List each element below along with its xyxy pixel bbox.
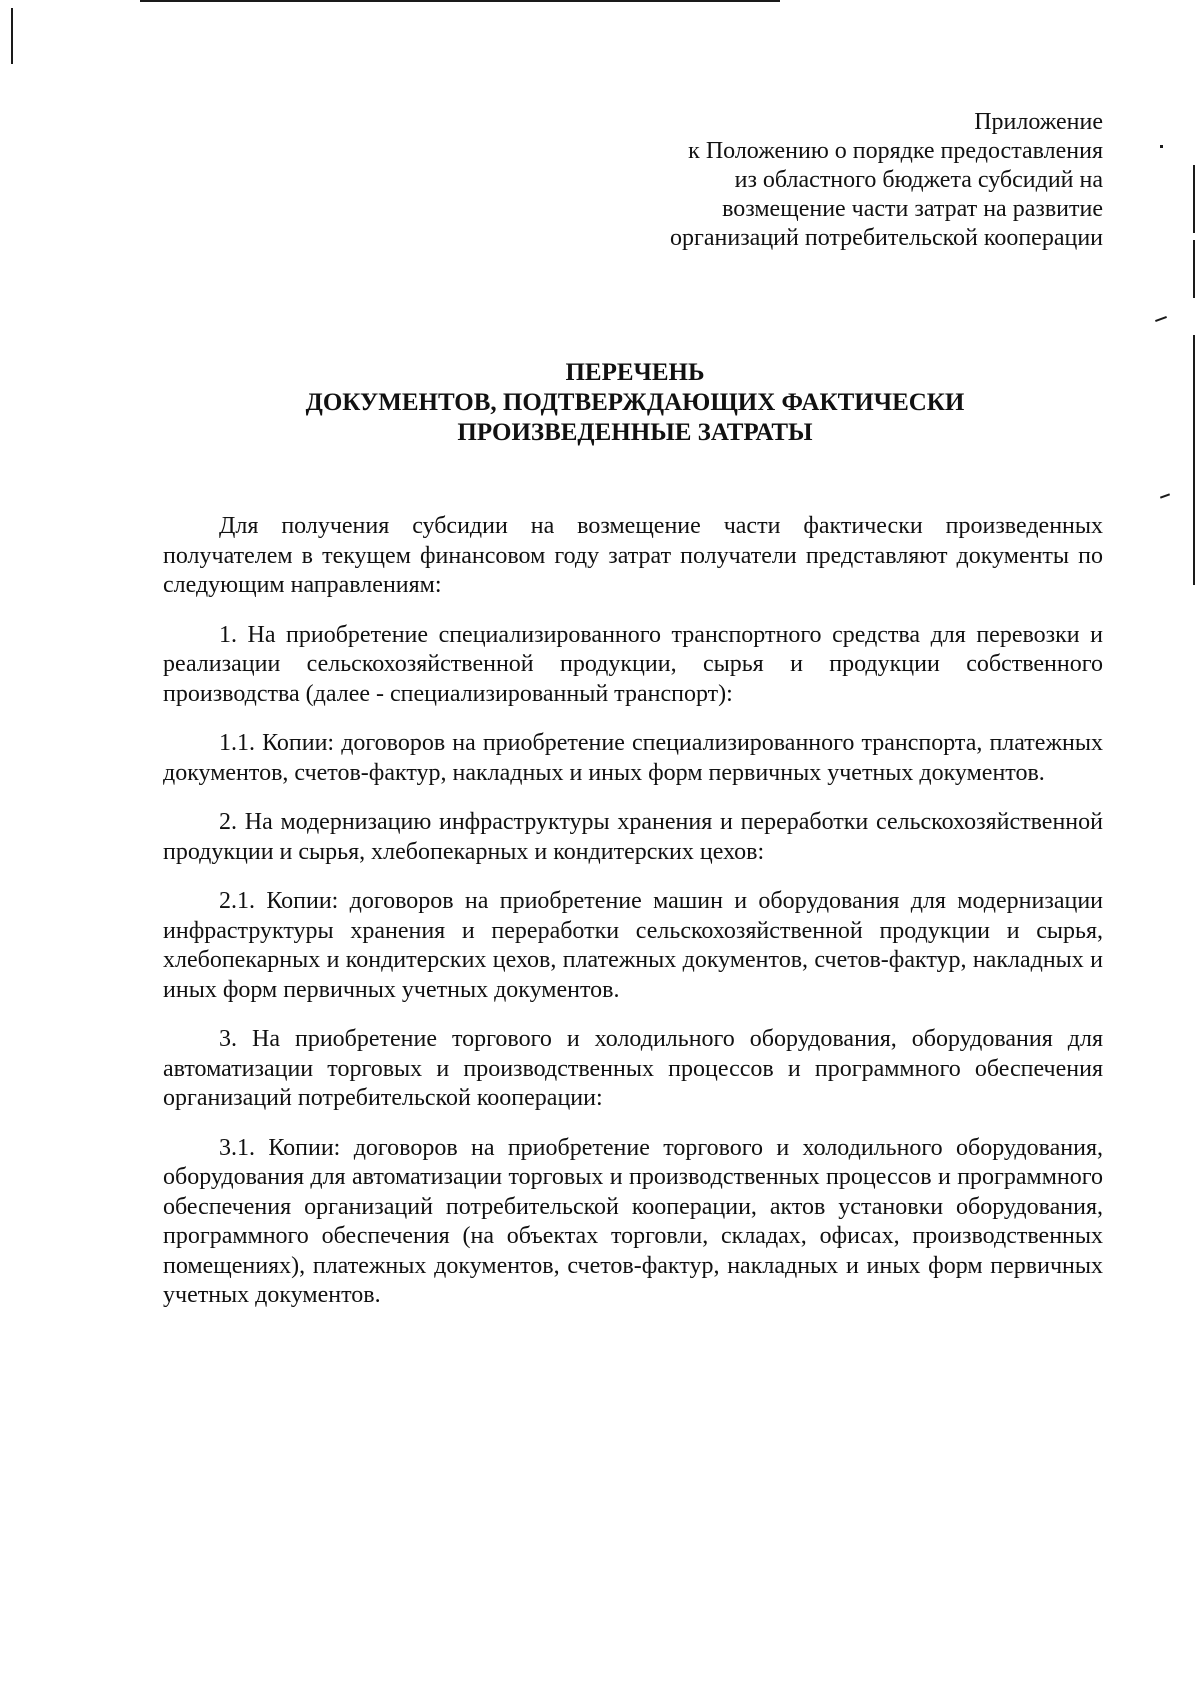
appendix-line: из областного бюджета субсидий на bbox=[734, 167, 1103, 193]
appendix-line: возмещение части затрат на развитие bbox=[722, 196, 1103, 222]
scan-dash-2 bbox=[1160, 493, 1170, 498]
item-2-paragraph: 2. На модернизацию инфраструктуры хранения и переработки сельскохозяйственной продукции и сырья, хлебопекарных и кондитерских цехов: bbox=[163, 809, 1103, 865]
item-3-paragraph: 3. На приобретение торгового и холодильного оборудования, оборудования для автоматизации торговых и производственных процессов и программного обеспечения организаций потребительской кооперации: bbox=[163, 1026, 1103, 1111]
item-1-1-paragraph: 1.1. Копии: договоров на приобретение специализированного транспорта, платежных документов, счетов-фактур, накладных и иных форм первичных учетных документов. bbox=[163, 730, 1103, 786]
appendix-line: организаций потребительской кооперации bbox=[670, 225, 1103, 251]
scan-edge-line-right-1 bbox=[1193, 165, 1195, 233]
scan-edge-line-right-2 bbox=[1193, 240, 1195, 298]
scan-edge-line-top bbox=[140, 0, 780, 2]
document-title bbox=[160, 358, 1110, 448]
item-2-1-paragraph: 2.1. Копии: договоров на приобретение машин и оборудования для модернизации инфраструктуры хранения и переработки сельскохозяйственной продукции и сырья, хлебопекарных и кондитерских цехов, платежных документов, счетов-фактур, накладных и иных форм первичных учетных документов. bbox=[163, 888, 1103, 1003]
scan-dot-1 bbox=[1160, 145, 1163, 148]
title-line: ДОКУМЕНТОВ, ПОДТВЕРЖДАЮЩИХ ФАКТИЧЕСКИ bbox=[305, 389, 965, 416]
appendix-header bbox=[543, 108, 1103, 253]
item-3-1-paragraph: 3.1. Копии: договоров на приобретение торгового и холодильного оборудования, оборудования для автоматизации торговых и производственных процессов и программного обеспечения организаций потребительской кооперации, актов установки оборудования, программного обеспечения (на объектах торговли, складах, офисах, производственных помещениях), платежных документов, счетов-фактур, накладных и иных форм первичных учетных документов. bbox=[163, 1134, 1103, 1308]
intro-paragraph: Для получения субсидии на возмещение части фактически произведенных получателем в текущем финансовом году затрат получатели представляют документы по следующим направлениям: bbox=[163, 513, 1103, 598]
appendix-line: Приложение bbox=[974, 109, 1103, 135]
appendix-line: к Положению о порядке предоставления bbox=[688, 138, 1103, 164]
item-1-paragraph: 1. На приобретение специализированного транспортного средства для перевозки и реализации сельскохозяйственной продукции, сырья и продукции собственного производства (далее - специализированный транспорт): bbox=[163, 621, 1103, 707]
scan-edge-line-right-3 bbox=[1193, 335, 1195, 585]
scan-dash-1 bbox=[1155, 316, 1167, 322]
title-line: ПЕРЕЧЕНЬ bbox=[565, 359, 705, 386]
scan-edge-line-left bbox=[11, 8, 13, 64]
title-line: ПРОИЗВЕДЕННЫЕ ЗАТРАТЫ bbox=[457, 419, 813, 446]
document-body bbox=[163, 512, 1103, 1331]
